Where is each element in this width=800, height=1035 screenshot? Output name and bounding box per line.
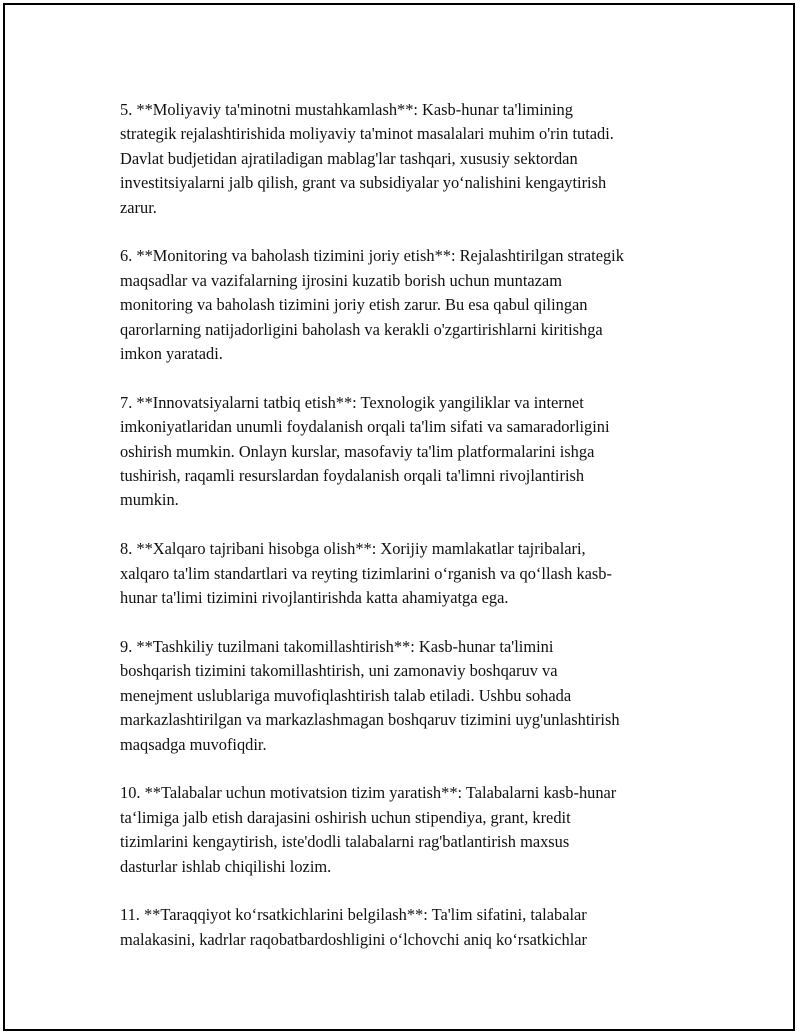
paragraph-innovations: 7. **Innovatsiyalarni tatbiq etish**: Texnologik yangiliklar va internet imkoniyatlaridan unumli foydalanish orqali ta'lim sifati va samaradorligini oshirish mumkin. Onlayn kurslar, masofaviy ta'lim platformalarini ishga tushirish, raqamli resurslardan foydalanish orqali ta'limni rivojlantirish mumkin. — [120, 392, 610, 510]
paragraph-progress-indicators: 11. **Taraqqiyot ko‘rsatkichlarini belgilash**: Ta'lim sifatini, talabalar malakasini, kadrlar raqobatbardoshligini o‘lchovchi aniq ko‘rsatkichlar — [120, 905, 587, 949]
page-frame — [3, 3, 795, 1031]
paragraph-student-motivation: 10. **Talabalar uchun motivatsion tizim yaratish**: Talabalarni kasb-hunar ta‘limiga jalb etish darajasini oshirish uchun stipendiya, grant, kredit tizimlarini kengaytirish, iste'dodli talabalarni rag'batlantirish maxsus dasturlar ishlab chiqilishi lozim. — [120, 783, 617, 876]
paragraph-organizational-structure: 9. **Tashkiliy tuzilmani takomillashtirish**: Kasb-hunar ta'limini boshqarish tizimini takomillashtirish, uni zamonaviy boshqaruv va menejment uslublariga muvofiqlashtirish talab etiladi. Ushbu sohada markazlashtirilgan va markazlashmagan boshqaruv tizimini uyg'unlashtirish maqsadga muvofiqdir. — [120, 636, 620, 754]
paragraph-monitoring: 6. **Monitoring va baholash tizimini joriy etish**: Rejalashtirilgan strategik maqsadlar va vazifalarning ijrosini kuzatib borish uchun muntazam monitoring va baholash tizimini joriy etish zarur. Bu esa qabul qilingan qarorlarning natijadorligini baholash va kerakli o'zgartirishlarni kiritishga imkon yaratadi. — [120, 246, 624, 364]
document-body — [120, 98, 700, 977]
paragraph-international-experience: 8. **Xalqaro tajribani hisobga olish**: Xorijiy mamlakatlar tajribalari, xalqaro ta'lim standartlari va reyting tizimlarini o‘rganish va qo‘llash kasb- hunar ta'limi tizimini rivojlantirishda katta ahamiyatga ega. — [120, 539, 612, 608]
paragraph-financial-support: 5. **Moliyaviy ta'minotni mustahkamlash**: Kasb-hunar ta'limining strategik rejalashtirishida moliyaviy ta'minot masalalari muhim o'rin tutadi. Davlat budjetidan ajratiladigan mablag'lar tashqari, xususiy sektordan investitsiyalarni jalb qilish, grant va subsidiyalar yo‘nalishini kengaytirish zarur. — [120, 100, 614, 217]
